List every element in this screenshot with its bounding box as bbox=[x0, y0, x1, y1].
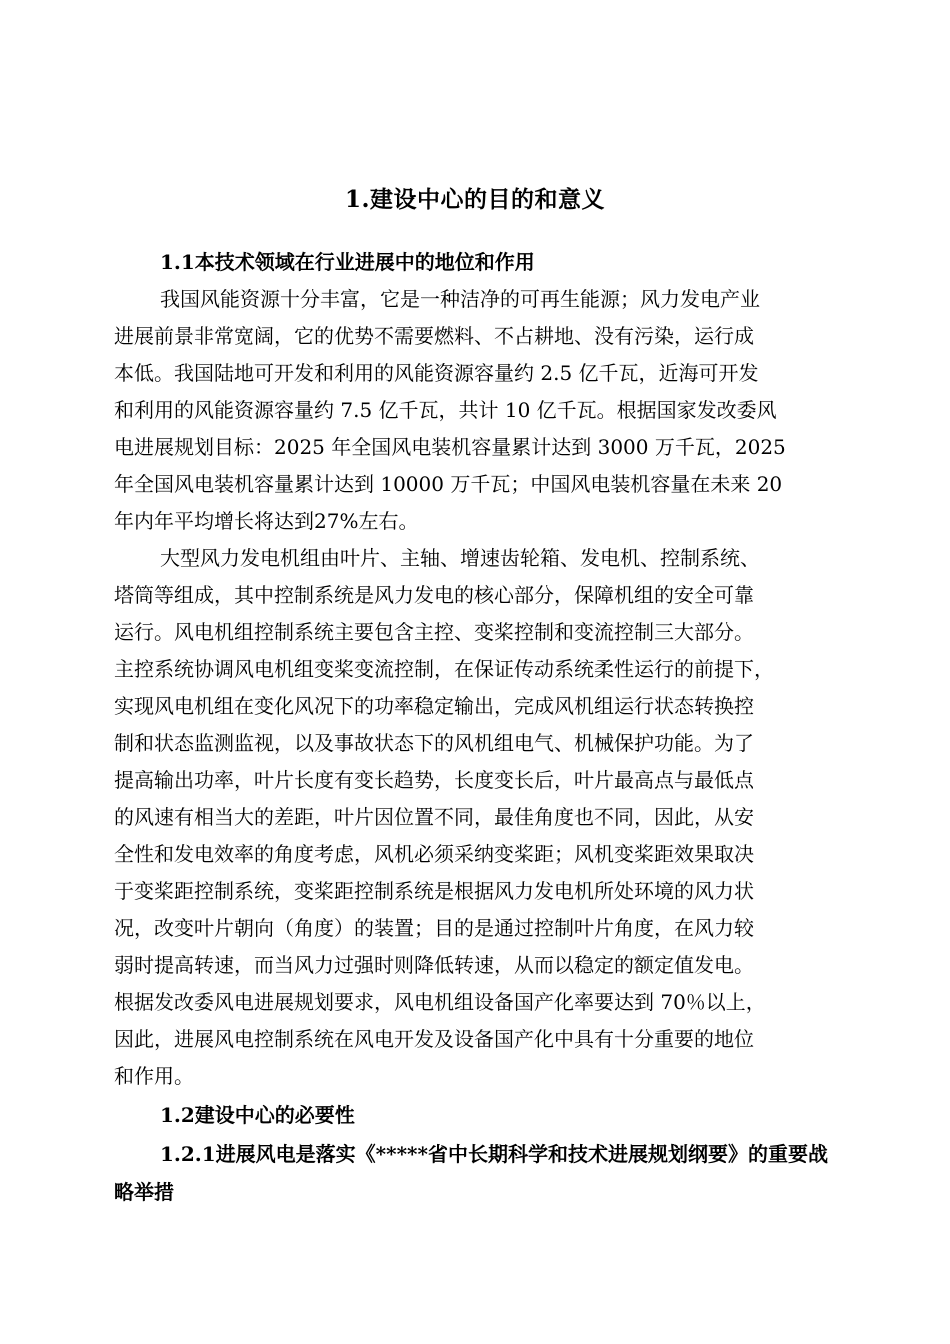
paragraph-line: 主控系统协调风电机组变桨变流控制，在保证传动系统柔性运行的前提下， bbox=[114, 657, 774, 681]
paragraph-line: 年全国风电装机容量累计达到 10000 万千瓦；中国风电装机容量在未来 20 bbox=[114, 472, 783, 496]
paragraph-line: 全性和发电效率的角度考虑，风机必须采纳变桨距；风机变桨距效果取决 bbox=[114, 842, 754, 866]
paragraph-line: 和作用。 bbox=[114, 1064, 194, 1088]
paragraph-line: 运行。风电机组控制系统主要包含主控、变桨控制和变流控制三大部分。 bbox=[114, 620, 754, 644]
paragraph-line: 因此，进展风电控制系统在风电开发及设备国产化中具有十分重要的地位 bbox=[114, 1027, 754, 1051]
section-heading-1-2: 1.2建设中心的必要性 bbox=[160, 1103, 355, 1127]
paragraph-line: 弱时提高转速，而当风力过强时则降低转速，从而以稳定的额定值发电。 bbox=[114, 953, 754, 977]
paragraph-line: 塔筒等组成，其中控制系统是风力发电的核心部分，保障机组的安全可靠 bbox=[114, 583, 754, 607]
paragraph-line: 本低。我国陆地可开发和利用的风能资源容量约 2.5 亿千瓦，近海可开发 bbox=[114, 361, 759, 385]
paragraph-line: 我国风能资源十分丰富，它是一种洁净的可再生能源；风力发电产业 bbox=[160, 287, 760, 311]
paragraph-line: 年内年平均增长将达到27%左右。 bbox=[114, 509, 419, 533]
section-heading-1-1: 1.1本技术领域在行业进展中的地位和作用 bbox=[160, 250, 535, 274]
paragraph-line: 根据发改委风电进展规划要求，风电机组设备国产化率要达到 70％以上， bbox=[114, 990, 766, 1014]
paragraph-line: 的风速有相当大的差距，叶片因位置不同，最佳角度也不同，因此，从安 bbox=[114, 805, 754, 829]
page-title: 1.建设中心的目的和意义 bbox=[344, 186, 605, 213]
paragraph-line: 电进展规划目标：2025 年全国风电装机容量累计达到 3000 万千瓦，2025 bbox=[114, 435, 786, 459]
paragraph-line: 况，改变叶片朝向（角度）的装置；目的是通过控制叶片角度，在风力较 bbox=[114, 916, 754, 940]
paragraph-line: 实现风电机组在变化风况下的功率稳定输出，完成风机组运行状态转换控 bbox=[114, 694, 754, 718]
paragraph-line: 进展前景非常宽阔，它的优势不需要燃料、不占耕地、没有污染，运行成 bbox=[114, 324, 754, 348]
paragraph-line: 提高输出功率，叶片长度有变长趋势，长度变长后，叶片最高点与最低点 bbox=[114, 768, 754, 792]
paragraph-line: 和利用的风能资源容量约 7.5 亿千瓦，共计 10 亿千瓦。根据国家发改委风 bbox=[114, 398, 777, 422]
section-heading-1-2-1: 1.2.1进展风电是落实《*****省中长期科学和技术进展规划纲要》的重要战略举措 bbox=[114, 1142, 828, 1204]
paragraph-line: 大型风力发电机组由叶片、主轴、增速齿轮箱、发电机、控制系统、 bbox=[160, 546, 760, 570]
paragraph-line: 制和状态监测监视，以及事故状态下的风机组电气、机械保护功能。为了 bbox=[114, 731, 754, 755]
paragraph-line: 于变桨距控制系统，变桨距控制系统是根据风力发电机所处环境的风力状 bbox=[114, 879, 754, 903]
